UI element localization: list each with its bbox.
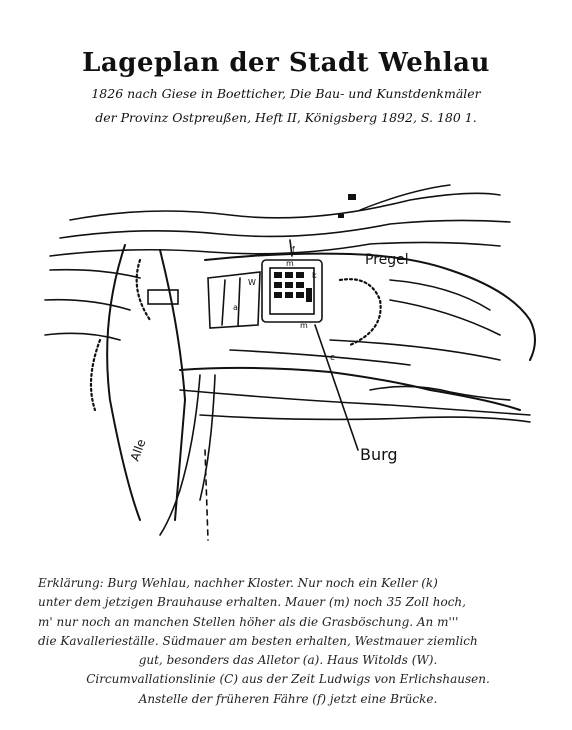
castle-compound bbox=[262, 260, 322, 322]
burg-label: Burg bbox=[360, 445, 398, 464]
mark-c: c bbox=[330, 353, 335, 363]
mark-f: f bbox=[292, 245, 295, 254]
town-street bbox=[238, 278, 240, 326]
embankment-left bbox=[91, 340, 100, 410]
legend-line-5: gut, besonders das Alletor (a). Haus Witolds (W). bbox=[138, 653, 438, 668]
mark-w: W bbox=[248, 278, 256, 287]
mark-m-top: m bbox=[286, 259, 294, 268]
north-bank-line bbox=[60, 220, 510, 238]
legend-line-4: die Kavallerieställe. Südmauer am besten erhalten, Westmauer ziemlich bbox=[38, 633, 478, 648]
legend-explanation bbox=[38, 574, 538, 709]
pregel-hatch bbox=[50, 270, 140, 278]
site-plan-map bbox=[30, 160, 545, 560]
mark-m-bottom: m bbox=[300, 321, 308, 330]
subtitle-line-2: der Provinz Ostpreußen, Heft II, Königsberg 1892, S. 180 1. bbox=[95, 110, 477, 125]
legend-line-2: unter dem jetzigen Brauhause erhalten. Mauer (m) noch 35 Zoll hoch, bbox=[38, 595, 466, 610]
page-title: Lageplan der Stadt Wehlau bbox=[82, 48, 490, 78]
south-bank-line bbox=[180, 390, 530, 415]
alle-river-west-bank bbox=[107, 245, 140, 520]
circumvallation-line bbox=[340, 279, 381, 345]
pregel-hatch bbox=[390, 280, 490, 310]
legend-line-7: Anstelle der früheren Fähre (f) jetzt eine Brücke. bbox=[138, 691, 438, 706]
pregel-hatch bbox=[45, 333, 120, 340]
legend-line-3: m' nur noch an manchen Stellen höher als die Grasböschung. An m''' bbox=[38, 614, 459, 629]
mark-k: k bbox=[312, 271, 317, 280]
shoreline-scribble bbox=[370, 386, 510, 400]
subtitle-line-1: 1826 nach Giese in Boetticher, Die Bau- und Kunstdenkmäler bbox=[91, 86, 481, 101]
north-bank-line bbox=[360, 185, 450, 210]
alle-road bbox=[200, 375, 215, 500]
legend-line-6: Circumvallationslinie (C) aus der Zeit Ludwigs von Erlichshausen. bbox=[86, 672, 490, 687]
town-street bbox=[222, 280, 225, 325]
south-bank-line bbox=[200, 415, 530, 422]
legend-line-1: Erklärung: Burg Wehlau, nachher Kloster. Nur noch ein Keller (k) bbox=[38, 576, 438, 590]
pregel-hatch bbox=[45, 300, 130, 310]
pregel-river-south-bank bbox=[180, 368, 520, 410]
mark-a: a bbox=[233, 303, 238, 312]
island-building bbox=[148, 290, 178, 304]
pregel-hatch bbox=[230, 350, 410, 365]
pregel-label: Pregel bbox=[365, 252, 409, 268]
alle-label: Alle bbox=[127, 437, 149, 464]
north-bank-line bbox=[70, 193, 500, 220]
